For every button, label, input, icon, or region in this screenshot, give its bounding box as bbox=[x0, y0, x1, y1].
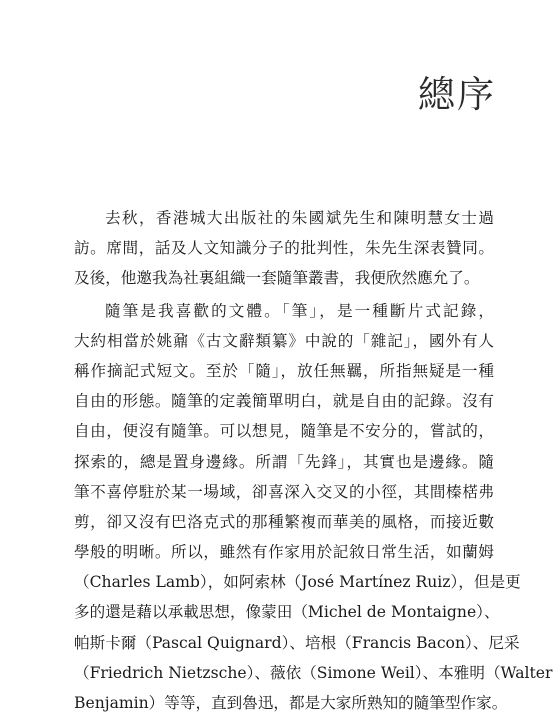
paragraph-line: （Charles Lamb），如阿索林（José Martínez Ruiz），但是更 bbox=[74, 573, 521, 592]
paragraph-line: （Friedrich Nietzsche）、薇依（Simone Weil）、本雅明（Walter bbox=[74, 663, 553, 682]
paragraph-line: 剪，卻又沒有巴洛克式的那種繁複而華美的風格，而接近數 bbox=[74, 512, 494, 531]
body-text bbox=[74, 203, 553, 718]
paragraph-line: 大約相當於姚鼐《古文辭類纂》中說的「雜記」，國外有人 bbox=[74, 331, 494, 350]
paragraph-line: 訪。席間，話及人文知識分子的批判性，朱先生深表贊同。 bbox=[74, 239, 494, 258]
paragraph-line: 稱作摘記式短文。至於「隨」，放任無羈，所指無疑是一種 bbox=[74, 361, 494, 380]
paragraph-line: 筆不喜停駐於某一場域，卻喜深入交叉的小徑，其間榛楛弗 bbox=[74, 482, 494, 501]
paragraph-line: 帕斯卡爾（Pascal Quignard）、培根（Francis Bacon）、尼采 bbox=[74, 633, 520, 652]
paragraph-line: 去秋，香港城大出版社的朱國斌先生和陳明慧女士過 bbox=[105, 209, 494, 227]
paragraph-line: 及後，他邀我為社裏組織一套隨筆叢書，我便欣然應允了。 bbox=[74, 269, 480, 288]
paragraph-line: 探索的，總是置身邊緣。所謂「先鋒」，其實也是邊緣。隨 bbox=[74, 452, 494, 471]
paragraph-line: Benjamin）等等，直到魯迅，都是大家所熟知的隨筆型作家。 bbox=[74, 694, 508, 712]
paragraph-line: 隨筆是我喜歡的文體。「筆」，是一種斷片式記錄， bbox=[105, 301, 494, 320]
paragraph-line: 學般的明晰。所以，雖然有作家用於記敘日常生活，如蘭姆 bbox=[74, 543, 494, 562]
paragraph-line: 自由的形態。隨筆的定義簡單明白，就是自由的記錄。沒有 bbox=[74, 392, 494, 411]
page-title: 總序 bbox=[418, 73, 496, 116]
paragraph-line: 自由，便沒有隨筆。可以想見，隨筆是不安分的，嘗試的， bbox=[74, 422, 494, 441]
paragraph-line: 多的還是藉以承載思想，像蒙田（Michel de Montaigne）、 bbox=[74, 603, 500, 622]
